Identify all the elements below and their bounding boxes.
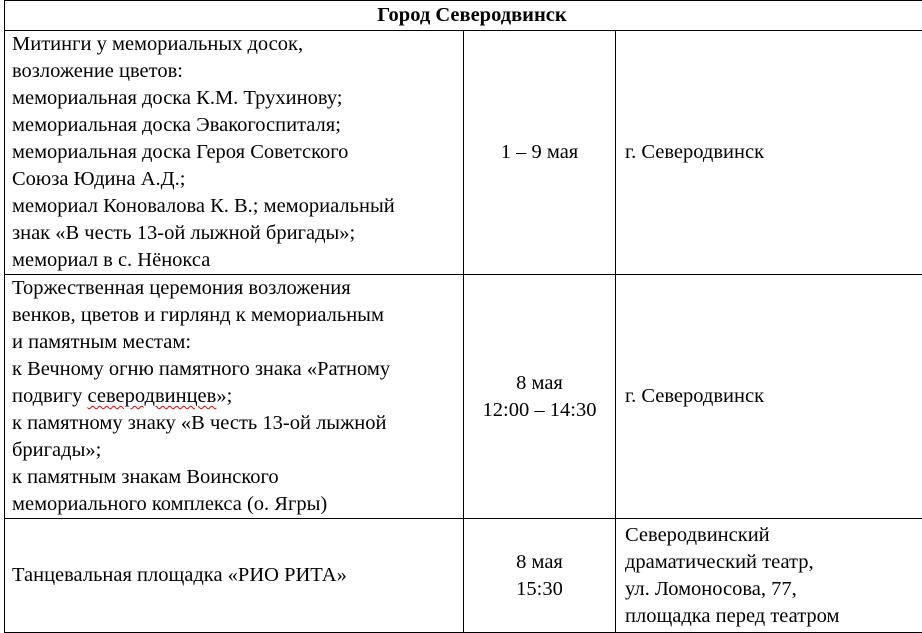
event-line: к памятным знакам Воинского [12,464,459,491]
date-line: 8 мая [464,549,615,576]
time-line: 12:00 – 14:30 [464,397,615,424]
event-line [12,383,459,410]
place-line: Северодвинский [625,522,922,549]
event-line: Торжественная церемония возложения [12,275,459,302]
date-cell [464,275,616,519]
event-cell [5,519,464,633]
event-line-prefix: подвигу [12,385,88,407]
event-line: мемориальная доска Героя Советского [12,139,459,166]
event-line: к памятному знаку «В честь 13-ой лыжной [12,410,459,437]
date-cell [464,519,616,633]
event-line: мемориального комплекса (о. Ягры) [12,491,459,518]
event-line: и памятным местам: [12,329,459,356]
place-cell [616,519,922,633]
event-line: венков, цветов и гирлянд к мемориальным [12,302,459,329]
event-line: возложение цветов: [12,58,459,85]
table-header-row [5,1,922,31]
place-cell [616,275,922,519]
date-line: 8 мая [464,370,615,397]
table-row [5,275,922,519]
event-line: Союза Юдина А.Д.; [12,166,459,193]
event-line: мемориал Коновалова К. В.; мемориальный [12,193,459,220]
events-table [4,0,922,633]
event-line: бригады»; [12,437,459,464]
place-line: площадка перед театром [625,603,922,630]
city-header: Город Северодвинск [5,1,922,31]
event-line-suffix: »; [216,385,232,407]
place-line: г. Северодвинск [625,139,922,166]
event-line: Митинги у мемориальных досок, [12,31,459,58]
time-line: 15:30 [464,576,615,603]
table-row [5,31,922,275]
place-line: драматический театр, [625,549,922,576]
event-line: мемориальная доска Эвакогоспиталя; [12,112,459,139]
date-cell [464,31,616,275]
event-line: знак «В честь 13-ой лыжной бригады»; [12,220,459,247]
place-line: г. Северодвинск [625,383,922,410]
event-cell [5,275,464,519]
event-line: Танцевальная площадка «РИО РИТА» [12,562,459,589]
event-line: мемориал в с. Нёнокса [12,247,459,274]
spellcheck-flagged-word[interactable]: северодвинцев [88,385,217,407]
place-line: ул. Ломоносова, 77, [625,576,922,603]
event-cell [5,31,464,275]
table-row [5,519,922,633]
event-line: к Вечному огню памятного знака «Ратному [12,356,459,383]
date-line: 1 – 9 мая [464,139,615,166]
place-cell [616,31,922,275]
event-line: мемориальная доска К.М. Трухинову; [12,85,459,112]
